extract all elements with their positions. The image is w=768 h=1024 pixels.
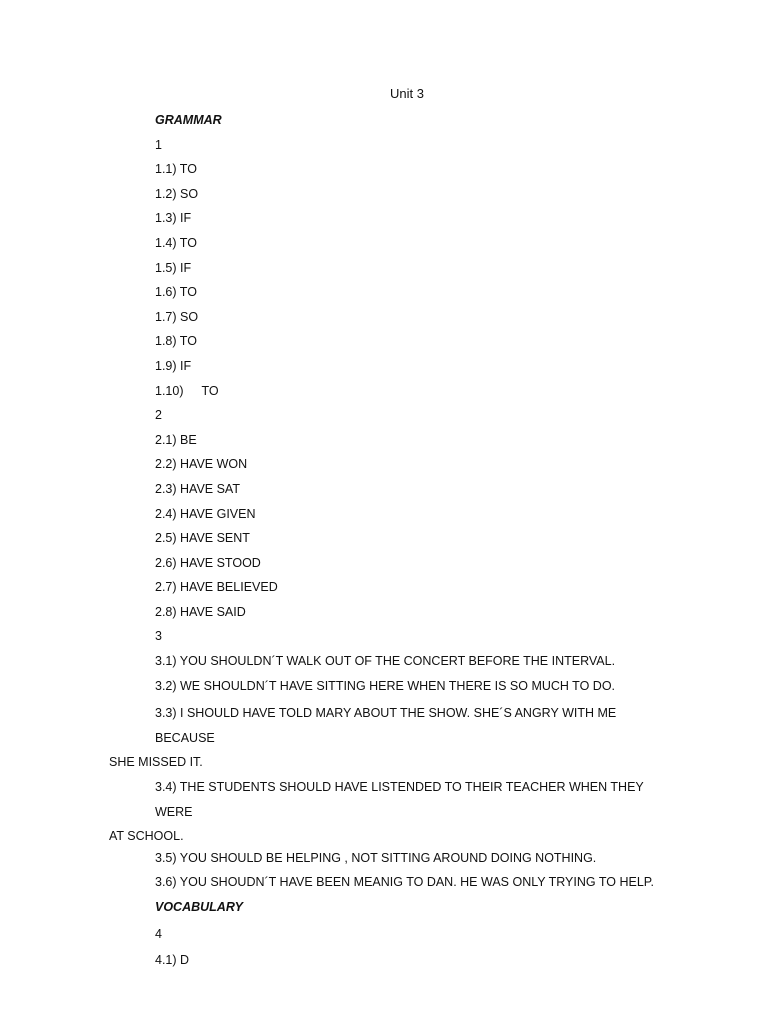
answer-continuation: AT SCHOOL. xyxy=(109,829,184,844)
answer-item: 2.2) HAVE WON xyxy=(155,457,248,472)
exercise-number: 4 xyxy=(155,926,162,941)
exercise-number: 2 xyxy=(155,408,162,423)
answer-item xyxy=(109,701,669,775)
exercise-number: 1 xyxy=(155,137,162,152)
document-body xyxy=(109,111,669,976)
answer-text: TO xyxy=(201,383,219,398)
answer-item xyxy=(109,775,669,849)
exercise-number: 3 xyxy=(155,629,162,644)
answer-number: 1.10) xyxy=(155,383,184,398)
answer-item: 3.1) YOU SHOULDN´T WALK OUT OF THE CONCERT BEFORE THE INTERVAL. xyxy=(155,654,616,669)
answer-item xyxy=(109,382,669,407)
answer-item: 1.4) TO xyxy=(155,235,197,250)
answer-item: 1.8) TO xyxy=(155,334,197,349)
grammar-heading: GRAMMAR xyxy=(155,113,222,127)
answer-item: 2.8) HAVE SAID xyxy=(155,604,246,619)
answer-item: 1.2) SO xyxy=(155,186,199,201)
answer-item: 2.7) HAVE BELIEVED xyxy=(155,580,278,595)
answer-line: 3.3) I SHOULD HAVE TOLD MARY ABOUT THE SHOW. SHE´S ANGRY WITH ME BECAUSE xyxy=(155,706,617,745)
answer-item: 1.9) IF xyxy=(155,358,192,373)
page-title: Unit 3 xyxy=(390,86,424,101)
answer-item: 2.4) HAVE GIVEN xyxy=(155,506,256,521)
answer-item: 1.3) IF xyxy=(155,211,192,226)
answer-item: 1.1) TO xyxy=(155,162,197,177)
answer-item: 1.5) IF xyxy=(155,260,192,275)
answer-continuation: SHE MISSED IT. xyxy=(109,755,203,770)
answer-item: 3.2) WE SHOULDN´T HAVE SITTING HERE WHEN THERE IS SO MUCH TO DO. xyxy=(155,678,616,693)
answer-item: 2.5) HAVE SENT xyxy=(155,531,250,546)
answer-item: 2.1) BE xyxy=(155,432,197,447)
answer-item: 2.3) HAVE SAT xyxy=(155,481,240,496)
vocabulary-heading: VOCABULARY xyxy=(155,900,243,914)
answer-item: 1.7) SO xyxy=(155,309,199,324)
answer-item: 4.1) D xyxy=(155,953,190,968)
answer-item: 3.6) YOU SHOUDN´T HAVE BEEN MEANIG TO DAN. HE WAS ONLY TRYING TO HELP. xyxy=(155,875,654,890)
answer-line: 3.4) THE STUDENTS SHOULD HAVE LISTENDED TO THEIR TEACHER WHEN THEY WERE xyxy=(155,780,644,819)
answer-item: 3.5) YOU SHOULD BE HELPING , NOT SITTING AROUND DOING NOTHING. xyxy=(155,850,597,865)
answer-item: 2.6) HAVE STOOD xyxy=(155,555,261,570)
answer-item: 1.6) TO xyxy=(155,285,197,300)
